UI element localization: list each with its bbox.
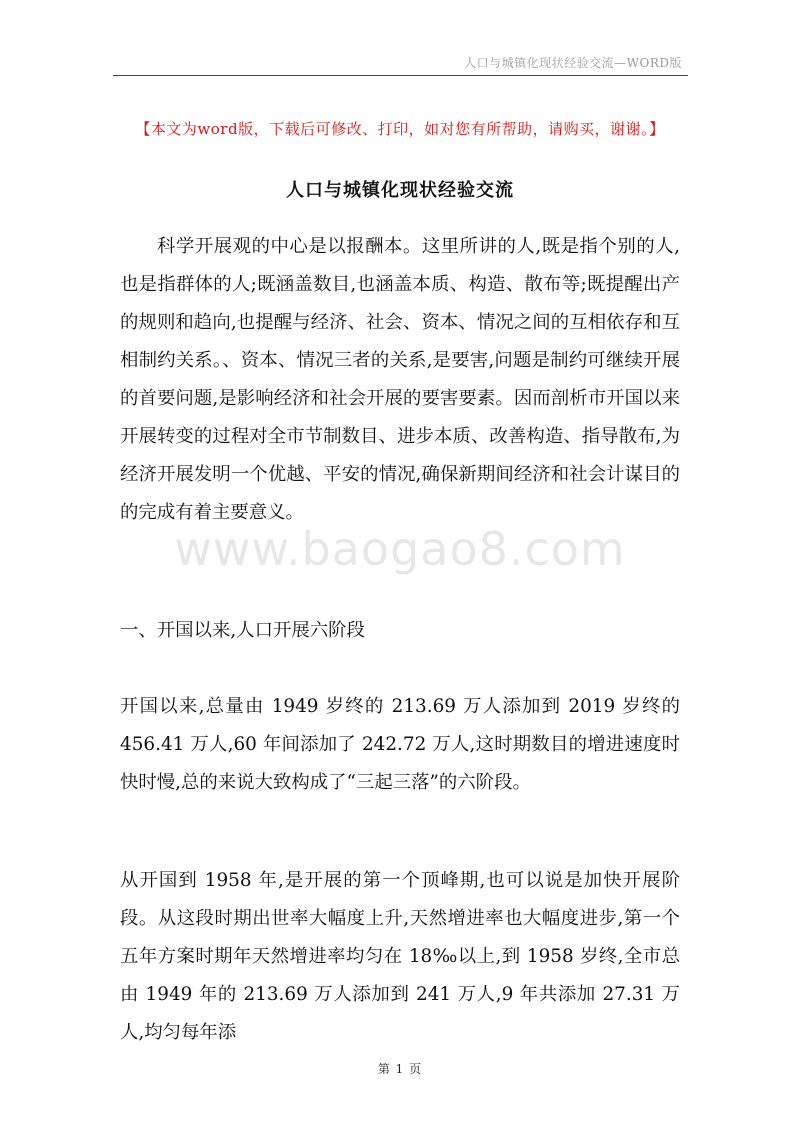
page-header-text: 人口与城镇化现状经验交流—WORD版 [464, 56, 682, 70]
body-paragraph: 开国以来,总量由 1949 岁终的 213.69 万人添加到 2019 岁终的 456.41 万人,60 年间添加了 242.72 万人,这时期数目的增进速度时快时慢,总的来说大致构成了“三起三落”的六阶段。 [120, 696, 680, 793]
page-number: 第 1 页 [377, 1062, 423, 1076]
header-divider [113, 75, 688, 76]
download-notice: 【本文为word版，下载后可修改、打印，如对您有所帮助，请购买，谢谢。】 [135, 120, 665, 138]
intro-paragraph: 科学开展观的中心是以报酬本。这里所讲的人,既是指个别的人,也是指群体的人;既涵盖数目,也涵盖本质、构造、散布等;既提醒出产的规则和趋向,也提醒与经济、社会、资本、情况之间的互相依存和互相制约关系。、资本、情况三者的关系,是要害,问题是制约可继续开展的首要问题,是影响经济和社会开展的要害要素。因而剖析市开国以来开展转变的过程对全市节制数目、进步本质、改善构造、指导散布,为经济开展发明一个优越、平安的情况,确保新期间经济和社会计谋目的的完成有着主要意义。 [120, 236, 680, 523]
document-title: 人口与城镇化现状经验交流 [286, 180, 514, 201]
body-paragraph: 从开国到 1958 年,是开展的第一个顶峰期,也可以说是加快开展阶段。从这段时期出世率大幅度上升,天然增进率也大幅度进步,第一个五年方案时期年天然增进率均匀在 18‰以上,到 1958 岁终,全市总由 1949 年的 213.69 万人添加到 241 万人,9 年共添加 27.31 万人,均匀每年添 [120, 870, 680, 1043]
section-heading: 一、开国以来,人口开展六阶段 [120, 620, 365, 641]
watermark: www.baogao8.com [174, 522, 626, 576]
